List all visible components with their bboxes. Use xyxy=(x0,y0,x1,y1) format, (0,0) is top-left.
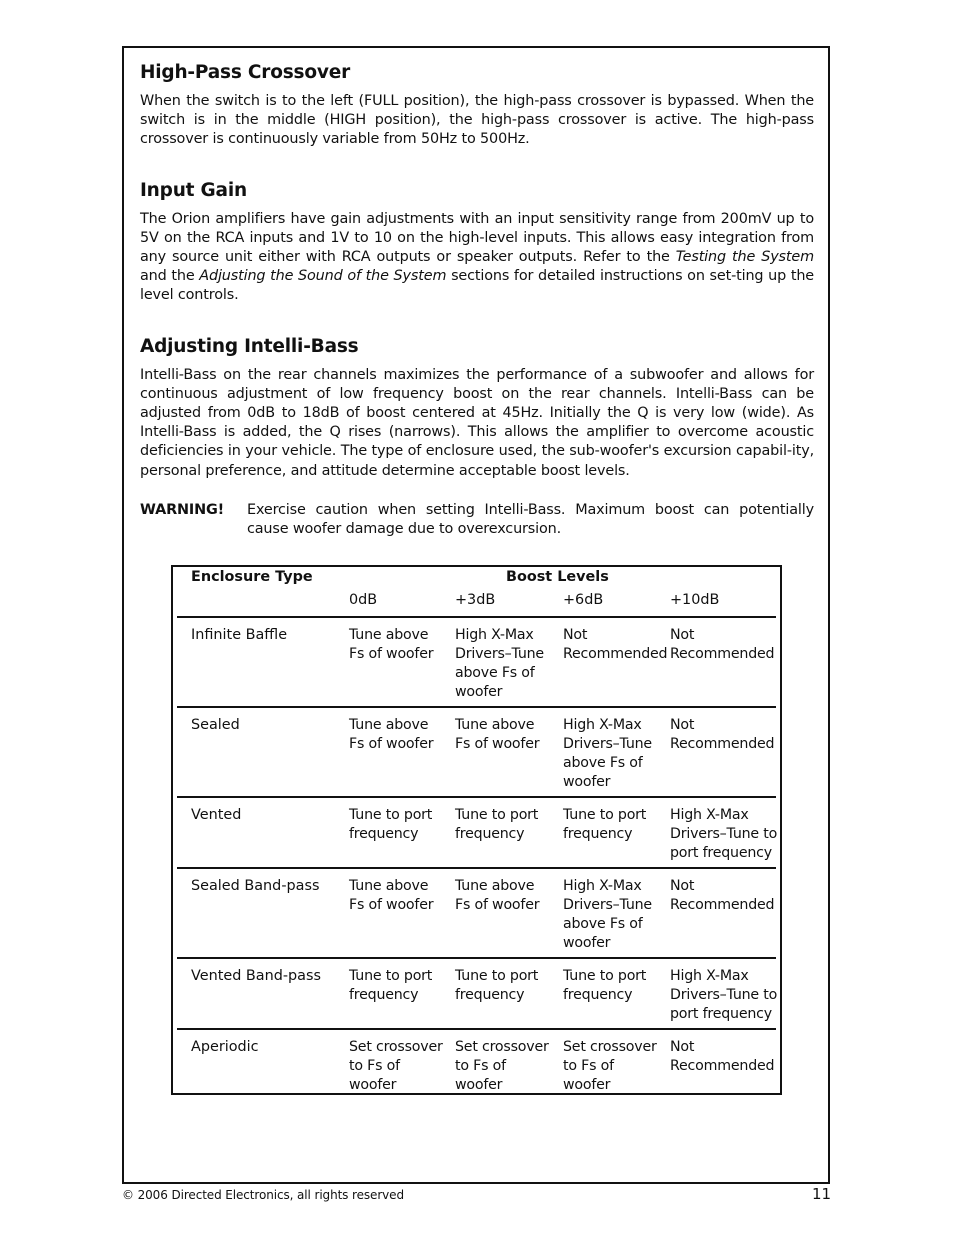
warning-note xyxy=(140,501,814,539)
section-body: When the switch is to the left (FULL position), the high-pass crossover is bypassed. When the switch is in the middle (HIGH position), the high-pass crossover is active. The high-pass crossover is continuously variable from 50Hz to 500Hz. xyxy=(140,93,814,148)
row-divider xyxy=(177,1028,776,1030)
boost-cell: High X-Max Drivers–Tune above Fs of woofer xyxy=(563,717,652,790)
section-body xyxy=(140,210,814,306)
boost-cell: High X-Max Drivers–Tune above Fs of woofer xyxy=(455,627,544,700)
enclosure-type-cell: Vented Band-pass xyxy=(191,968,321,984)
boost-cell: Not Recommended xyxy=(670,627,775,662)
boost-levels-header: Boost Levels xyxy=(506,569,609,585)
boost-cell: High X-Max Drivers–Tune to port frequency xyxy=(670,807,778,861)
level-header-0db: 0dB xyxy=(349,592,378,608)
level-header-10db: +10dB xyxy=(670,592,720,608)
row-divider xyxy=(177,867,776,869)
enclosure-type-cell: Sealed Band-pass xyxy=(191,878,320,894)
section-heading: Adjusting Intelli-Bass xyxy=(140,335,359,357)
boost-cell: Not Recommended xyxy=(670,1039,775,1074)
boost-cell: High X-Max Drivers–Tune above Fs of woofer xyxy=(563,878,652,951)
enclosure-type-cell: Aperiodic xyxy=(191,1039,259,1055)
boost-cell: Tune to port frequency xyxy=(455,807,539,842)
row-divider xyxy=(177,706,776,708)
boost-cell: Set crossover to Fs of woofer xyxy=(455,1039,549,1093)
boost-cell: Not Recommended xyxy=(670,878,775,913)
boost-cell: Not Recommended xyxy=(670,717,775,752)
warning-text: Exercise caution when setting Intelli-Bass. Maximum boost can potentially cause woofer damage due to overexcursion. xyxy=(247,501,814,538)
section-adjusting-intelli-bass xyxy=(140,336,814,481)
boost-cell: Tune to port frequency xyxy=(563,807,647,842)
boost-cell: Not Recommended xyxy=(563,627,668,662)
boost-cell: Tune to port frequency xyxy=(563,968,647,1003)
section-body: Intelli-Bass on the rear channels maximizes the performance of a subwoofer and allows for continuous adjustment of low frequency boost on the rear channels. Intelli-Bass can be adjusted from 0dB to 18dB of boost centered at 45Hz. Initially the Q is very low (wide). As Intelli-Bass is added, the Q rises (narrows). This allows the amplifier to overcome acoustic deficiencies in your vehicle. The type of enclosure used, the sub-woofer's excursion capabil-ity, personal preference, and attitude determine acceptable boost levels. xyxy=(140,366,814,479)
body-text: and the xyxy=(140,268,200,285)
enclosure-type-cell: Infinite Baffle xyxy=(191,627,288,643)
section-heading: High-Pass Crossover xyxy=(140,62,350,83)
boost-levels-table xyxy=(171,565,782,1095)
section-input-gain xyxy=(140,180,814,306)
boost-cell: High X-Max Drivers–Tune to port frequency xyxy=(670,968,778,1022)
boost-cell: Tune above Fs of woofer xyxy=(455,717,540,752)
row-divider xyxy=(177,957,776,959)
reference-testing-the-system: Testing the System xyxy=(675,249,814,266)
boost-cell: Tune above Fs of woofer xyxy=(349,878,434,913)
boost-cell: Tune to port frequency xyxy=(455,968,539,1003)
enclosure-type-cell: Sealed xyxy=(191,717,240,733)
table-header xyxy=(173,567,780,616)
section-high-pass-crossover xyxy=(140,62,814,150)
enclosure-type-cell: Vented xyxy=(191,807,242,823)
warning-label: WARNING! xyxy=(140,501,225,518)
level-header-6db: +6dB xyxy=(563,592,604,608)
row-divider xyxy=(177,616,776,618)
boost-cell: Tune to port frequency xyxy=(349,968,433,1003)
boost-cell: Set crossover to Fs of woofer xyxy=(563,1039,657,1093)
boost-cell: Set crossover to Fs of woofer xyxy=(349,1039,443,1093)
boost-cell: Tune above Fs of woofer xyxy=(455,878,540,913)
boost-cell: Tune above Fs of woofer xyxy=(349,717,434,752)
boost-cell: Tune above Fs of woofer xyxy=(349,627,434,662)
page-content xyxy=(140,62,814,539)
copyright-notice: © 2006 Directed Electronics, all rights reserved xyxy=(122,1188,404,1202)
body-text: The Orion amplifiers have gain adjustments with an input sensitivity range from 200mV up to 5V on the RCA inputs and 1V to 10 on the high-level inputs. This allows easy integration from any source unit either with RCA outputs or speaker outputs. Refer to the xyxy=(140,210,814,266)
reference-adjusting-sound: Adjusting the Sound of the System xyxy=(199,268,447,285)
boost-cell: Tune to port frequency xyxy=(349,807,433,842)
row-divider xyxy=(177,796,776,798)
page-number: 11 xyxy=(812,1185,832,1203)
section-heading: Input Gain xyxy=(140,179,247,201)
level-header-3db: +3dB xyxy=(455,592,496,608)
body-text: sections for detailed instructions on set-ting up the level controls. xyxy=(140,268,815,304)
enclosure-type-header: Enclosure Type xyxy=(191,569,313,585)
